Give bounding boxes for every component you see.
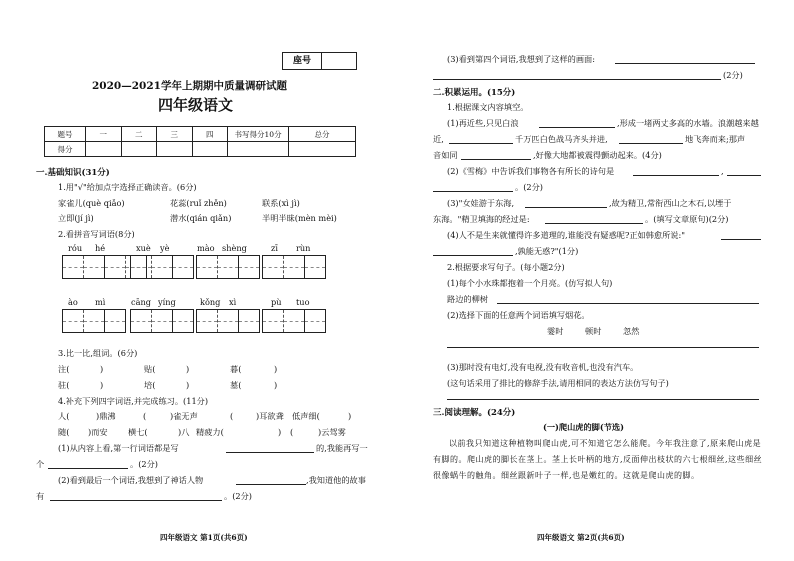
score-cell: 总分 [289,127,356,142]
answer-line[interactable] [48,468,128,469]
idiom-part: )八 [178,427,190,437]
writing-grid[interactable] [262,255,305,279]
writing-grid[interactable] [104,309,126,333]
question-text: (4)人不是生来就懂得许多道理的,谁能没有疑惑呢?正如韩愈所说:" [447,230,685,240]
compare-char: ) [274,364,278,374]
question-text: 。(2分) [224,491,252,501]
section-heading: 一.基础知识(31分) [36,168,110,178]
writing-grid[interactable] [196,255,239,279]
question-text: 个 [36,459,45,469]
pinyin-label: yíng [158,297,176,307]
pinyin-label: róu [68,243,83,253]
score-input[interactable] [228,142,289,157]
page-footer: 四年级语文 第1页(共6页) [160,533,248,542]
idiom-part: )云驾雾 [318,427,346,437]
pinyin-choice[interactable]: 潜水(qián qiǎn) [170,213,232,223]
compare-char: 暮( [230,364,242,374]
pinyin-label: xì [229,297,237,307]
question-text: 近, [433,134,444,144]
compare-char: ) [186,364,190,374]
compare-char: 贴( [144,364,156,374]
compare-char: 驻( [58,380,70,390]
question-text: (2)《雪梅》中告诉我们事物各有所长的诗句是 [447,166,615,176]
answer-line[interactable] [615,63,755,64]
question-text: 路边的柳树 [447,294,488,304]
answer-line[interactable] [449,143,513,144]
pinyin-label: tuo [296,297,310,307]
pinyin-label: mì [95,297,106,307]
answer-line[interactable] [433,255,513,256]
question-text: (这句话采用了排比的修辞手法,请用相同的表达方法仿写句子) [447,378,669,388]
score-table [44,126,356,157]
answer-line[interactable] [433,79,721,80]
question-text: (2)看到最后一个词语,我想到了神话人物 [58,475,204,485]
writing-grid[interactable] [62,309,105,333]
writing-grid[interactable] [130,255,173,279]
writing-grid[interactable] [238,309,260,333]
compare-char: 培( [144,380,156,390]
score-input[interactable] [121,142,157,157]
pinyin-choice[interactable]: 半明半昧(mèn mèi) [262,213,337,223]
question-text: 1.用"√"给加点字选择正确读音。(6分) [58,182,197,192]
reading-passage: 以前我只知道这种植物叫爬山虎,可不知道它怎么能爬。今年我注意了,原来爬山虎是有脚的。爬山虎的脚长在茎上。茎上长叶柄的地方,反面伸出枝状的六七根细丝,这些细丝很像蜗牛的触角。细丝跟新叶子一样,也是嫩红的。这就是爬山虎的脚。 [433,439,763,480]
idiom-part: ( [230,411,234,421]
answer-line[interactable] [721,239,761,240]
word-option: 顿时 [585,326,602,336]
pinyin-choice[interactable]: 立即(jí jì) [58,213,94,223]
idiom-part: ( [290,427,294,437]
writing-grid[interactable] [62,255,105,279]
word-option: 霎时 [547,326,564,336]
score-cell: 一 [86,127,122,142]
compare-char: ) [274,380,278,390]
compare-char: ) [100,380,104,390]
question-text: 2.根据要求写句子。(每小题2分) [447,262,565,272]
writing-grid[interactable] [304,309,326,333]
seat-number-field[interactable] [322,53,356,69]
score-table-score-row [45,142,356,157]
writing-grid[interactable] [196,309,239,333]
question-text: (1)从内容上看,第一行词语都是写 [58,443,179,453]
question-text: 的,我能再写一 [316,443,368,453]
exam-title: 2020—2021学年上期期中质量调研试题 [92,80,287,92]
answer-line[interactable] [497,303,759,304]
answer-line[interactable] [226,452,314,453]
answer-line[interactable] [633,175,719,176]
idiom-part: 人( [58,411,70,421]
reading-title: (一)爬山虎的脚(节选) [543,422,624,432]
idiom-part: 横七( [128,427,148,437]
answer-line[interactable] [619,143,683,144]
answer-line[interactable] [447,399,759,400]
word-option: 忽然 [623,326,640,336]
writing-grid[interactable] [130,309,173,333]
question-text: 。(2分) [130,459,158,469]
writing-grid[interactable] [304,255,326,279]
score-input[interactable] [289,142,356,157]
score-cell: 得分 [45,142,86,157]
question-text: (2分) [723,70,743,80]
answer-line[interactable] [447,347,759,348]
pinyin-label: pù [271,297,282,307]
pinyin-label: kǒng [200,297,221,307]
writing-grid[interactable] [172,255,194,279]
compare-char: ) [186,380,190,390]
score-cell: 题号 [45,127,86,142]
compare-char: ) [100,364,104,374]
question-text: 。(2分) [515,182,543,192]
question-text: 4.补充下列四字词语,并完成练习。(11分) [58,396,209,406]
question-text: 千万匹白色战马齐头并进, [515,134,608,144]
writing-grid[interactable] [172,309,194,333]
question-text: 东海。"精卫填海的经过是: [433,214,530,224]
question-text: 3.比一比,组词。(6分) [58,348,138,358]
score-cell: 二 [121,127,157,142]
right-page [397,0,794,561]
question-text: 音如同 [433,150,458,160]
pinyin-label: ào [68,297,78,307]
question-text: 1.根据课文内容填空。 [447,102,529,112]
question-text: (1)再近些,只见白浪 [447,118,519,128]
answer-line[interactable] [545,223,643,224]
writing-grid[interactable] [238,255,260,279]
score-cell: 四 [192,127,228,142]
writing-grid[interactable] [262,309,305,333]
question-text: ,故为精卫,常衔西山之木石,以堙于 [609,198,732,208]
question-text: ,好像大地都被震得颤动起来。(4分) [533,150,662,160]
pinyin-choice[interactable]: 联系(xì jì) [262,198,300,208]
score-input[interactable] [86,142,122,157]
question-text: 。(填写文章原句)(2分) [645,214,729,224]
answer-line[interactable] [50,500,222,501]
score-input[interactable] [157,142,193,157]
answer-line[interactable] [525,207,607,208]
question-text: 有 [36,491,45,501]
question-text: (1)每个小水珠都抱着一个月亮。(仿写拟人句) [447,278,613,288]
question-text: , [721,166,724,176]
question-text: ,我知道他的故事 [306,475,366,485]
question-text: ,形成一堵两丈多高的水墙。浪潮越来越 [617,118,759,128]
pinyin-label: shèng [222,243,247,253]
question-text: (3)看到第四个词语,我想到了这样的画面: [447,54,595,64]
pinyin-label: xuè [136,243,151,253]
idiom-part: )而安 [88,427,108,437]
pinyin-label: cāng [131,297,151,307]
section-heading: 三.阅读理解。(24分) [433,408,516,418]
score-cell: 书写得分10分 [228,127,289,142]
pinyin-label: zī [271,243,278,253]
score-cell: 三 [157,127,193,142]
compare-char: 注( [58,364,70,374]
idiom-part: 精疲力( [196,427,224,437]
compare-char: 墓( [230,380,242,390]
idiom-part: )鼎沸 [96,411,116,421]
question-text: (3)那时没有电灯,没有电视,没有收音机,也没有汽车。 [447,362,639,372]
pinyin-choice[interactable]: 家雀儿(què qiǎo) [58,198,125,208]
pinyin-label: hé [95,243,106,253]
idiom-part: ( [143,411,147,421]
question-text: (2)选择下面的任意两个词语填写烟花。 [447,310,590,320]
idiom-part: 随( [58,427,70,437]
section-heading: 二.积累运用。(15分) [433,88,516,98]
question-text: ,孰能无惑?"(1分) [515,246,579,256]
question-text: 地飞奔而来;那声 [685,134,746,144]
idiom-part: ) [348,411,352,421]
answer-line[interactable] [727,175,761,176]
score-input[interactable] [192,142,228,157]
answer-line[interactable] [433,191,513,192]
answer-line[interactable] [461,159,531,160]
subject-title: 四年级语文 [158,96,234,114]
pinyin-label: rùn [296,243,311,253]
answer-line[interactable] [539,127,615,128]
seat-number-box [282,52,357,70]
question-text: 2.看拼音写词语(8分) [58,229,135,239]
idiom-part: 低声细( [292,411,320,421]
pinyin-label: yè [160,243,170,253]
pinyin-label: mào [197,243,215,253]
idiom-part: )雀无声 [170,411,198,421]
page-footer: 四年级语文 第2页(共6页) [537,533,625,542]
seat-label: 座号 [283,53,322,69]
question-text: (3)"女娃游于东海, [447,198,515,208]
answer-line[interactable] [236,484,306,485]
score-table-header-row [45,127,356,142]
pinyin-choice[interactable]: 花蕊(ruǐ zhěn) [170,198,227,208]
idiom-part: )耳欲聋 [256,411,284,421]
idiom-part: ) [278,427,282,437]
